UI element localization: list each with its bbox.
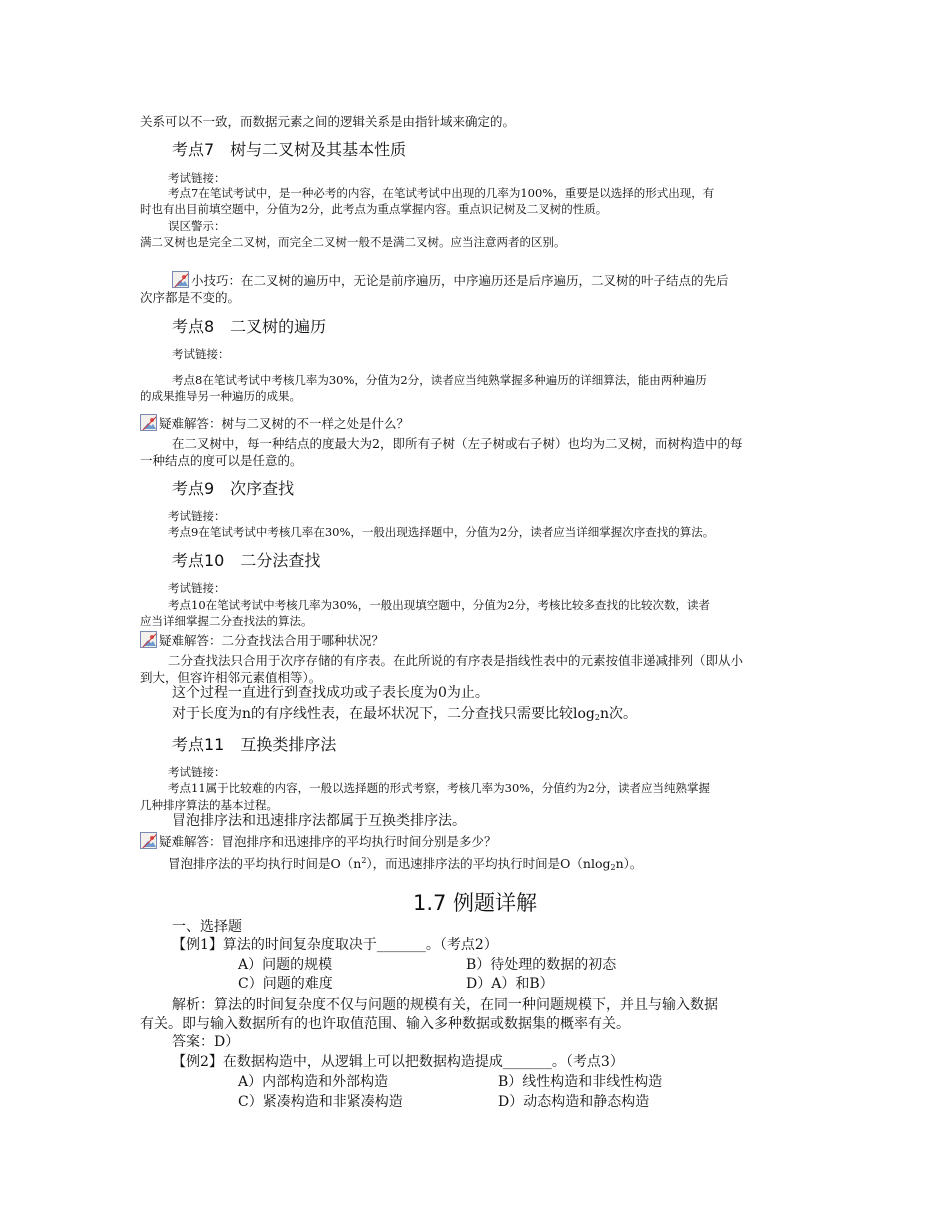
option-d: D）A）和B）	[466, 976, 554, 992]
text-run: 对于长度为n的有序线性表，在最坏状况下，二分查找只需要比较log	[172, 706, 595, 722]
label-exam-link: 考试链接：	[168, 509, 226, 523]
section-heading-7: 考点7 树与二叉树及其基本性质	[172, 140, 407, 159]
tip-text: 小技巧：在二叉树的遍历中，无论是前序遍历，中序遍历还是后序遍历，二叉树的叶子结点的先后	[191, 273, 729, 288]
option-d: D）动态构造和静态构造	[498, 1094, 650, 1110]
section-heading-11: 考点11 互换类排序法	[172, 735, 337, 754]
paragraph-line	[172, 705, 637, 727]
paragraph-line: 一种结点的度可以是任意的。	[140, 453, 303, 468]
broken-image-icon	[172, 271, 189, 288]
subscript: 2	[610, 863, 616, 872]
paragraph-line: 在二叉树中，每一种结点的度最大为2，即所有子树（左子树或右子树）也均为二叉树，而树构造中的每	[172, 436, 743, 451]
paragraph-line: 次序都是不变的。	[140, 290, 241, 305]
option-c: C）紧凑构造和非紧凑构造	[238, 1094, 403, 1110]
broken-image-icon	[140, 414, 157, 431]
label-exam-link: 考试链接：	[168, 765, 226, 779]
qa-question: 疑难解答：冒泡排序和迅速排序的平均执行时间分别是多少？	[159, 834, 497, 849]
label-pitfall-warning: 误区警示：	[168, 219, 226, 233]
label-exam-link: 考试链接：	[168, 581, 226, 595]
paragraph-line: 满二叉树也是完全二叉树，而完全二叉树一般不是满二叉树。应当注意两者的区别。	[140, 235, 566, 249]
explanation-line: 解析：算法的时间复杂度不仅与问题的规模有关，在同一种问题规模下，并且与输入数据	[172, 997, 718, 1013]
paragraph-line: 到大，但容许相邻元素值相等）。	[140, 670, 322, 685]
answer-line: 答案：D）	[172, 1034, 240, 1050]
explanation-line: 有关。即与输入数据所有的也许取值范围、输入多种数据或数据集的概率有关。	[140, 1016, 630, 1032]
text-run: n）。	[615, 856, 643, 871]
text-run: 冒泡排序法的平均执行时间是O（n	[168, 856, 362, 871]
paragraph-line: 关系可以不一致，而数据元素之间的逻辑关系是由指针域来确定的。	[140, 114, 516, 129]
section-heading-10: 考点10 二分法查找	[172, 551, 321, 570]
text-run: ），而迅速排序法的平均执行时间是O（nlog	[366, 856, 611, 871]
section-heading-8: 考点8 二叉树的遍历	[172, 317, 327, 336]
paragraph-line: 考点10在笔试考试中考核几率为30%，一般出现填空题中，分值为2分，考核比较多查找的比较次数，读者	[168, 598, 711, 612]
option-a: A）内部构造和外部构造	[238, 1074, 389, 1090]
paragraph-line: 几种排序算法的基本过程。	[140, 798, 278, 812]
option-b: B）线性构造和非线性构造	[498, 1074, 663, 1090]
section-title: 1.7 例题详解	[412, 891, 538, 915]
superscript: 2	[361, 856, 367, 865]
qa-line	[140, 631, 384, 649]
text-run: n次。	[599, 706, 638, 722]
qa-question: 疑难解答：二分查找法合用于哪种状况？	[159, 633, 385, 648]
paragraph-line: 考点8在笔试考试中考核几率为30%，分值为2分，读者应当纯熟掌握多种遍历的详细算法，能由两种遍历	[172, 373, 707, 387]
qa-question: 疑难解答：树与二叉树的不一样之处是什么？	[159, 416, 410, 431]
option-b: B）待处理的数据的初态	[466, 957, 617, 973]
paragraph-line: 二分查找法只合用于次序存储的有序表。在此所说的有序表是指线性表中的元素按值非递减排列（即从小	[168, 653, 744, 668]
paragraph-line: 这个过程一直进行到查找成功或子表长度为0为止。	[172, 685, 489, 701]
broken-image-icon	[140, 832, 157, 849]
tip-line	[172, 271, 729, 289]
subsection-heading: 一、选择题	[172, 919, 242, 935]
question-2: 【例2】在数据构造中，从逻辑上可以把数据构造提成_______。（考点3）	[172, 1054, 624, 1070]
paragraph-line: 时也有出目前填空题中，分值为2分，此考点为重点掌握内容。重点识记树及二叉树的性质。	[140, 202, 608, 216]
question-1: 【例1】算法的时间复杂度取决于_______。（考点2）	[172, 937, 498, 953]
subscript: 2	[594, 713, 600, 722]
label-exam-link: 考试链接：	[172, 347, 230, 361]
option-a: A）问题的规模	[238, 957, 333, 973]
paragraph-line: 考点9在笔试考试中考核几率在30%，一般出现选择题中，分值为2分，读者应当详细掌握次序查找的算法。	[168, 525, 715, 539]
paragraph-line: 应当详细掌握二分查找法的算法。	[140, 614, 313, 628]
paragraph-line	[168, 852, 642, 876]
section-heading-9: 考点9 次序查找	[172, 479, 295, 498]
paragraph-line: 的成果推导另一种遍历的成果。	[140, 389, 301, 403]
qa-line	[140, 414, 409, 432]
paragraph-line: 考点11属于比较难的内容，一般以选择题的形式考察，考核几率为30%，分值约为2分，读者应当纯熟掌握	[168, 781, 711, 795]
qa-line	[140, 832, 497, 850]
option-c: C）问题的难度	[238, 976, 333, 992]
broken-image-icon	[140, 631, 157, 648]
paragraph-line: 冒泡排序法和迅速排序法都属于互换类排序法。	[172, 813, 466, 829]
paragraph-line: 考点7在笔试考试中，是一种必考的内容，在笔试考试中出现的几率为100%，重要是以选择的形式出现，有	[168, 186, 715, 200]
label-exam-link: 考试链接：	[168, 171, 226, 185]
